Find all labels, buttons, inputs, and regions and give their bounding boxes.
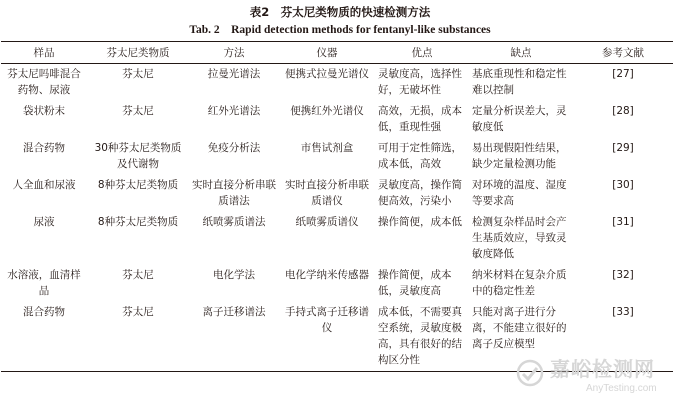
table-caption-english: Tab. 2 Rapid detection methods for fentanyl-like substances [189,24,491,36]
table-row [1,64,673,102]
cell-disadvantages: 基底重现性和稳定性难以控制 [472,68,567,96]
header-advantages: 优点 [375,42,469,64]
table-row [1,265,673,302]
table-row [1,138,673,175]
header-sample: 样品 [1,42,87,64]
cell-advantages: 灵敏度高，操作简便高效，污染小 [378,179,462,207]
table-row [1,302,673,372]
cell-disadvantages: 对环境的温度、湿度等要求高 [472,179,567,207]
cell-disadvantages: 易出现假阳性结果，缺少定量检测功能 [472,142,567,170]
cell-instrument: 市售试剂盒 [300,142,354,154]
cell-sample: 混合药物 [1,302,87,372]
watermark-text-chinese: 嘉峪检测网 [550,357,655,381]
cell-sample: 水溶液，血清样品 [7,269,81,297]
cell-reference: [28] [612,105,634,117]
cell-reference: [32] [612,269,634,281]
cell-advantages: 可用于定性筛选，成本低，高效 [378,142,462,170]
table-row [1,175,673,212]
watermark-text-english: AnyTesting.com [586,383,657,394]
cell-sample: 混合药物 [23,142,65,154]
header-method: 方法 [189,42,279,64]
cell-reference: [31] [612,216,634,228]
header-disadvantages: 缺点 [469,42,573,64]
cell-advantages: 高效，无损，成本低，重现性强 [378,105,462,133]
cell-advantages: 灵敏度高，选择性好，无破坏性 [378,68,462,96]
cell-instrument: 便携式拉曼光谱仪 [285,68,369,80]
cell-disadvantages: 只能对离子进行分离，不能建立很好的离子反应模型 [469,302,573,372]
table-caption-chinese: 表2 芬太尼类物质的快速检测方法 [249,5,431,19]
cell-sample: 人全血和尿液 [12,179,76,191]
cell-method: 离子迁移谱法 [189,302,279,372]
cell-reference: [27] [612,68,634,80]
cell-instrument: 实时直接分析串联质谱仪 [285,179,369,207]
cell-advantages: 操作简便，成本低，灵敏度高 [378,269,452,297]
table-row [1,101,673,138]
cell-method: 纸喷雾质谱法 [202,216,266,228]
cell-substance: 8种芬太尼类物质 [97,179,179,191]
cell-substance: 芬太尼 [122,105,154,117]
cell-instrument: 纸喷雾质谱仪 [295,216,359,228]
cell-advantages: 成本低，不需要真空系统，灵敏度极高，具有很好的结构区分性 [375,302,469,372]
cell-sample: 芬太尼吗啡混合药物、尿液 [7,68,81,96]
cell-method: 免疫分析法 [207,142,261,154]
cell-method: 拉曼光谱法 [207,68,261,80]
cell-reference: [30] [612,179,634,191]
cell-instrument: 手持式离子迁移谱仪 [279,302,375,372]
cell-disadvantages: 纳米材料在复杂介质中的稳定性差 [472,269,567,297]
cell-instrument: 电化学纳米传感器 [285,269,369,281]
header-instrument: 仪器 [279,42,375,64]
cell-substance: 芬太尼 [122,269,154,281]
detection-methods-table [1,41,673,372]
cell-method: 红外光谱法 [207,105,261,117]
cell-advantages: 操作简便，成本低 [378,216,462,228]
table-header-row [1,42,673,64]
cell-sample: 袋状粉末 [23,105,65,117]
cell-substance: 芬太尼 [122,68,154,80]
cell-reference: [29] [612,142,634,154]
cell-substance: 8种芬太尼类物质 [97,216,179,228]
header-reference: 参考文献 [573,42,673,64]
header-substance: 芬太尼类物质 [87,42,189,64]
cell-reference: [33] [573,302,673,372]
cell-substance: 芬太尼 [87,302,189,372]
cell-method: 电化学法 [213,269,255,281]
cell-sample: 尿液 [33,216,55,228]
cell-instrument: 便携红外光谱仪 [290,105,364,117]
cell-substance: 30种芬太尼类物质及代谢物 [94,142,182,170]
cell-disadvantages: 检测复杂样品时会产生基质效应，导致灵敏度降低 [472,216,567,260]
table-row [1,212,673,265]
cell-disadvantages: 定量分析误差大，灵敏度低 [472,105,567,133]
cell-method: 实时直接分析串联质谱法 [192,179,276,207]
